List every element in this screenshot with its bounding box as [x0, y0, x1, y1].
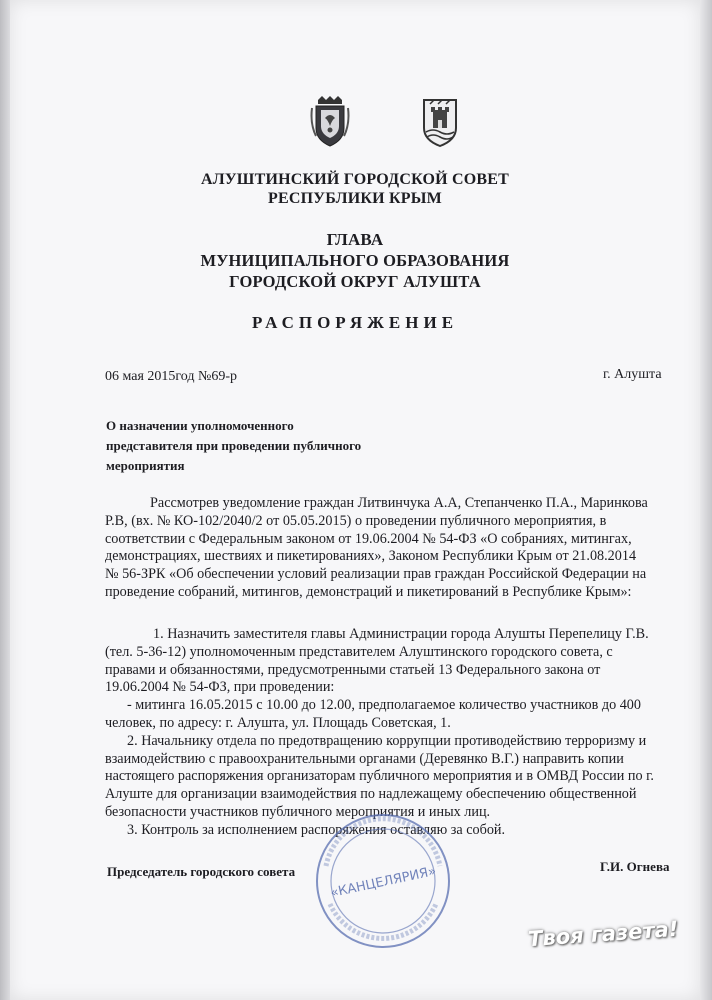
order-item-line: настоящего распоряжения организаторам публичного мероприятия и в ОМВД России по г. — [105, 768, 654, 785]
newspaper-watermark: Твоя газета! — [527, 916, 679, 952]
date-number: 06 мая 2015год №69-р — [105, 369, 238, 384]
preamble-paragraph — [105, 495, 675, 602]
preamble-line: демонстрациях, шествиях и пикетированиях», Законом Республики Крым от 21.08.2014 — [105, 548, 637, 565]
signatory-title: Председатель городского совета — [107, 864, 296, 879]
head-title-line2: МУНИЦИПАЛЬНОГО ОБРАЗОВАНИЯ — [200, 251, 510, 270]
city: г. Алушта — [603, 367, 662, 382]
preamble-line: Р.В, (вх. № КО-102/2040/2 от 05.05.2015) о проведении публичного мероприятия, в — [105, 512, 607, 529]
subject-block — [106, 416, 361, 476]
order-item-line: - митинга 16.05.2015 с 10.00 до 12.00, предполагаемое количество участников до 400 — [127, 697, 641, 714]
document-page — [10, 0, 700, 1000]
alushta-coat-of-arms-icon — [420, 96, 460, 148]
preamble-line: № 56-ЗРК «Об обеспечении условий реализации прав граждан Российской Федерации на — [105, 566, 647, 583]
official-stamp — [308, 806, 458, 956]
council-title-line1: АЛУШТИНСКИЙ ГОРОДСКОЙ СОВЕТ — [200, 171, 510, 188]
order-item-line: (тел. 5-36-12) уполномоченным представителем Алуштинского городского совета, с — [105, 643, 613, 660]
order-item-line: человек, по адресу: г. Алушта, ул. Площадь Советская, 1. — [105, 714, 451, 731]
order-item-line: правами и обязанностями, предусмотренными статьей 13 Федерального закона от — [105, 661, 601, 678]
order-item-line: 19.06.2004 № 54-ФЗ, при проведении: — [105, 679, 335, 696]
subject-line: мероприятия — [106, 458, 185, 473]
preamble-line: проведение собраний, митингов, демонстраций и пикетирований в Республике Крым»: — [105, 583, 632, 600]
order-item-line: 3. Контроль за исполнением распоряжения оставляю за собой. — [127, 821, 506, 838]
signatory-name: Г.И. Огнева — [600, 859, 670, 874]
order-item-line: Алуште для организации взаимодействия по надлежащему обеспечению общественной — [105, 786, 637, 803]
subject-line: О назначении уполномоченного — [106, 418, 294, 433]
order-item-line: 2. Начальнику отдела по предотвращению коррупции противодействию терроризму и — [127, 732, 647, 749]
preamble-line: соответствии с Федеральным законом от 19.06.2004 № 54-ФЗ «О собраниях, митингах, — [105, 530, 632, 547]
subject-line: представителя при проведении публичного — [106, 438, 362, 453]
head-title-line1: ГЛАВА — [326, 230, 384, 249]
order-item-line: взаимодействию с правоохранительными органами (Деревянко В.Г.) направить копии — [105, 750, 624, 767]
order-item-line: 1. Назначить заместителя главы Администрации города Алушты Перепелицу Г.В. — [153, 626, 649, 642]
document-type-heading: РАСПОРЯЖЕНИЕ — [251, 313, 459, 332]
preamble-line: Рассмотрев уведомление граждан Литвинчука А.А, Степанченко П.А., Маринкова — [150, 495, 648, 511]
head-title-line3: ГОРОДСКОЙ ОКРУГ АЛУШТА — [229, 272, 481, 291]
order-item-line: безопасности участников публичного мероприятия и иных лиц. — [105, 803, 491, 820]
crimea-coat-of-arms-icon — [310, 96, 350, 148]
council-title-line2: РЕСПУБЛИКИ КРЫМ — [268, 190, 442, 207]
stamp-center-text: «КАНЦЕЛЯРИЯ» — [329, 863, 438, 901]
